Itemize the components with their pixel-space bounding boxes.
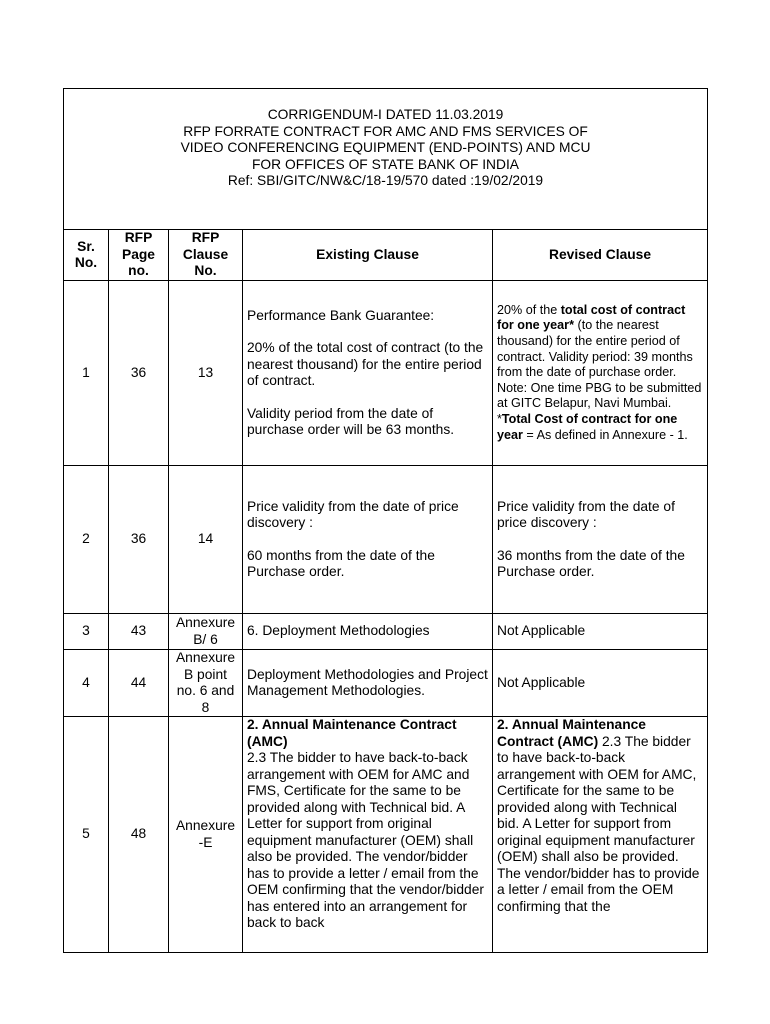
col-existing-clause: Existing Clause	[243, 230, 493, 281]
col-sr-no	[64, 230, 109, 281]
sr-cell: 3	[64, 614, 109, 650]
page-cell: 44	[109, 650, 169, 717]
clause-cell: Annexure B/ 6	[169, 614, 243, 650]
table-row	[64, 281, 708, 466]
clause-cell: Annexure -E	[169, 717, 243, 953]
col-revised-clause: Revised Clause	[493, 230, 708, 281]
header-line: FOR OFFICES OF STATE BANK OF INDIA	[252, 156, 520, 172]
col-label: Clause	[182, 246, 229, 262]
clause-text-bold: 2. Annual Maintenance Contract (AMC)	[247, 717, 457, 749]
column-header-row	[64, 230, 708, 281]
table-row	[64, 466, 708, 614]
footnote-star: *	[497, 411, 502, 426]
revised-clause-cell	[493, 281, 708, 466]
page-cell: 48	[109, 717, 169, 953]
existing-clause-cell: Deployment Methodologies and Project Management Methodologies.	[243, 650, 493, 717]
clause-text: 20% of the total cost of contract (to the nearest thousand) for the entire period of contract.	[247, 340, 484, 388]
col-label: Sr.	[77, 238, 95, 254]
sr-cell: 4	[64, 650, 109, 717]
table-row	[64, 614, 708, 650]
clause-text: 36 months from the date of the Purchase order.	[497, 547, 685, 579]
clause-text: (to the nearest thousand) for the entire period of contract. Validity period: 39 months from the date of purchase order. Note: One time PBG to be submitted at GITC Belapur, Navi Mumbai.	[497, 318, 702, 411]
clause-text: 60 months from the date of the Purchase order.	[247, 547, 435, 579]
page-cell: 36	[109, 466, 169, 614]
revised-clause-cell	[493, 717, 708, 953]
clause-text-bold: 2. Annual Maintenance Contract (AMC)	[497, 717, 646, 749]
header-row	[64, 89, 708, 230]
col-label: RFP	[191, 230, 220, 246]
clause-text: = As defined in Annexure - 1.	[522, 427, 688, 442]
existing-clause-cell: 6. Deployment Methodologies	[243, 614, 493, 650]
col-rfp-page	[109, 230, 169, 281]
header-line: VIDEO CONFERENCING EQUIPMENT (END-POINTS) AND MCU	[180, 140, 591, 155]
col-label: No.	[194, 263, 217, 279]
clause-text-bold: total cost of contract for one year*	[497, 302, 686, 333]
corrigendum-page	[63, 88, 707, 953]
clause-text: 20% of the	[497, 302, 561, 317]
revised-clause-cell	[493, 466, 708, 614]
sr-cell: 1	[64, 281, 109, 466]
clause-text-bold: Total Cost of contract for one year	[497, 411, 678, 442]
clause-text: Price validity from the date of price discovery :	[247, 498, 459, 530]
clause-cell: 13	[169, 281, 243, 466]
existing-clause-cell	[243, 466, 493, 614]
clause-text: Performance Bank Guarantee:	[247, 307, 435, 323]
existing-clause-cell	[243, 281, 493, 466]
table-row	[64, 717, 708, 953]
existing-clause-cell	[243, 717, 493, 953]
col-label: no.	[128, 263, 149, 279]
header-line: CORRIGENDUM-I DATED 11.03.2019	[267, 107, 504, 122]
revised-clause-cell: Not Applicable	[493, 614, 708, 650]
document-header	[64, 89, 708, 230]
col-label: Page	[122, 246, 155, 262]
col-label: No.	[74, 255, 98, 270]
revised-clause-cell: Not Applicable	[493, 650, 708, 717]
sr-cell: 5	[64, 717, 109, 953]
col-rfp-clause	[169, 230, 243, 281]
col-label: RFP	[124, 230, 153, 246]
clause-cell: Annexure B point no. 6 and 8	[169, 650, 243, 717]
clause-text: Validity period from the date of purchase order will be 63 months.	[247, 405, 455, 437]
clause-cell: 14	[169, 466, 243, 614]
clause-text: 2.3 The bidder to have back-to-back arrangement with OEM for AMC, Certificate for the same to be provided along with Technical bid. A Letter for support from original equipment manufacturer (OEM) shall also be provided. The vendor/bidder has to provide a letter / email from the OEM confirming that the	[497, 733, 700, 914]
sr-cell: 2	[64, 466, 109, 614]
clause-text: Price validity from the date of price discovery :	[497, 498, 675, 530]
header-ref: Ref: SBI/GITC/NW&C/18-19/570 dated :19/02/2019	[227, 173, 544, 188]
corrigendum-table	[63, 88, 708, 953]
clause-text: 2.3 The bidder to have back-to-back arrangement with OEM for AMC and FMS, Certificate for the same to be provided along with Technical bid. A Letter for support from original equipment manufacturer (OEM) shall also be provided. The vendor/bidder has to provide a letter / email from the OEM confirming that the vendor/bidder has entered into an arrangement for back to back	[247, 750, 484, 930]
page-cell: 43	[109, 614, 169, 650]
page-cell: 36	[109, 281, 169, 466]
header-line: RFP FORRATE CONTRACT FOR AMC AND FMS SERVICES OF	[183, 123, 588, 139]
table-row	[64, 650, 708, 717]
